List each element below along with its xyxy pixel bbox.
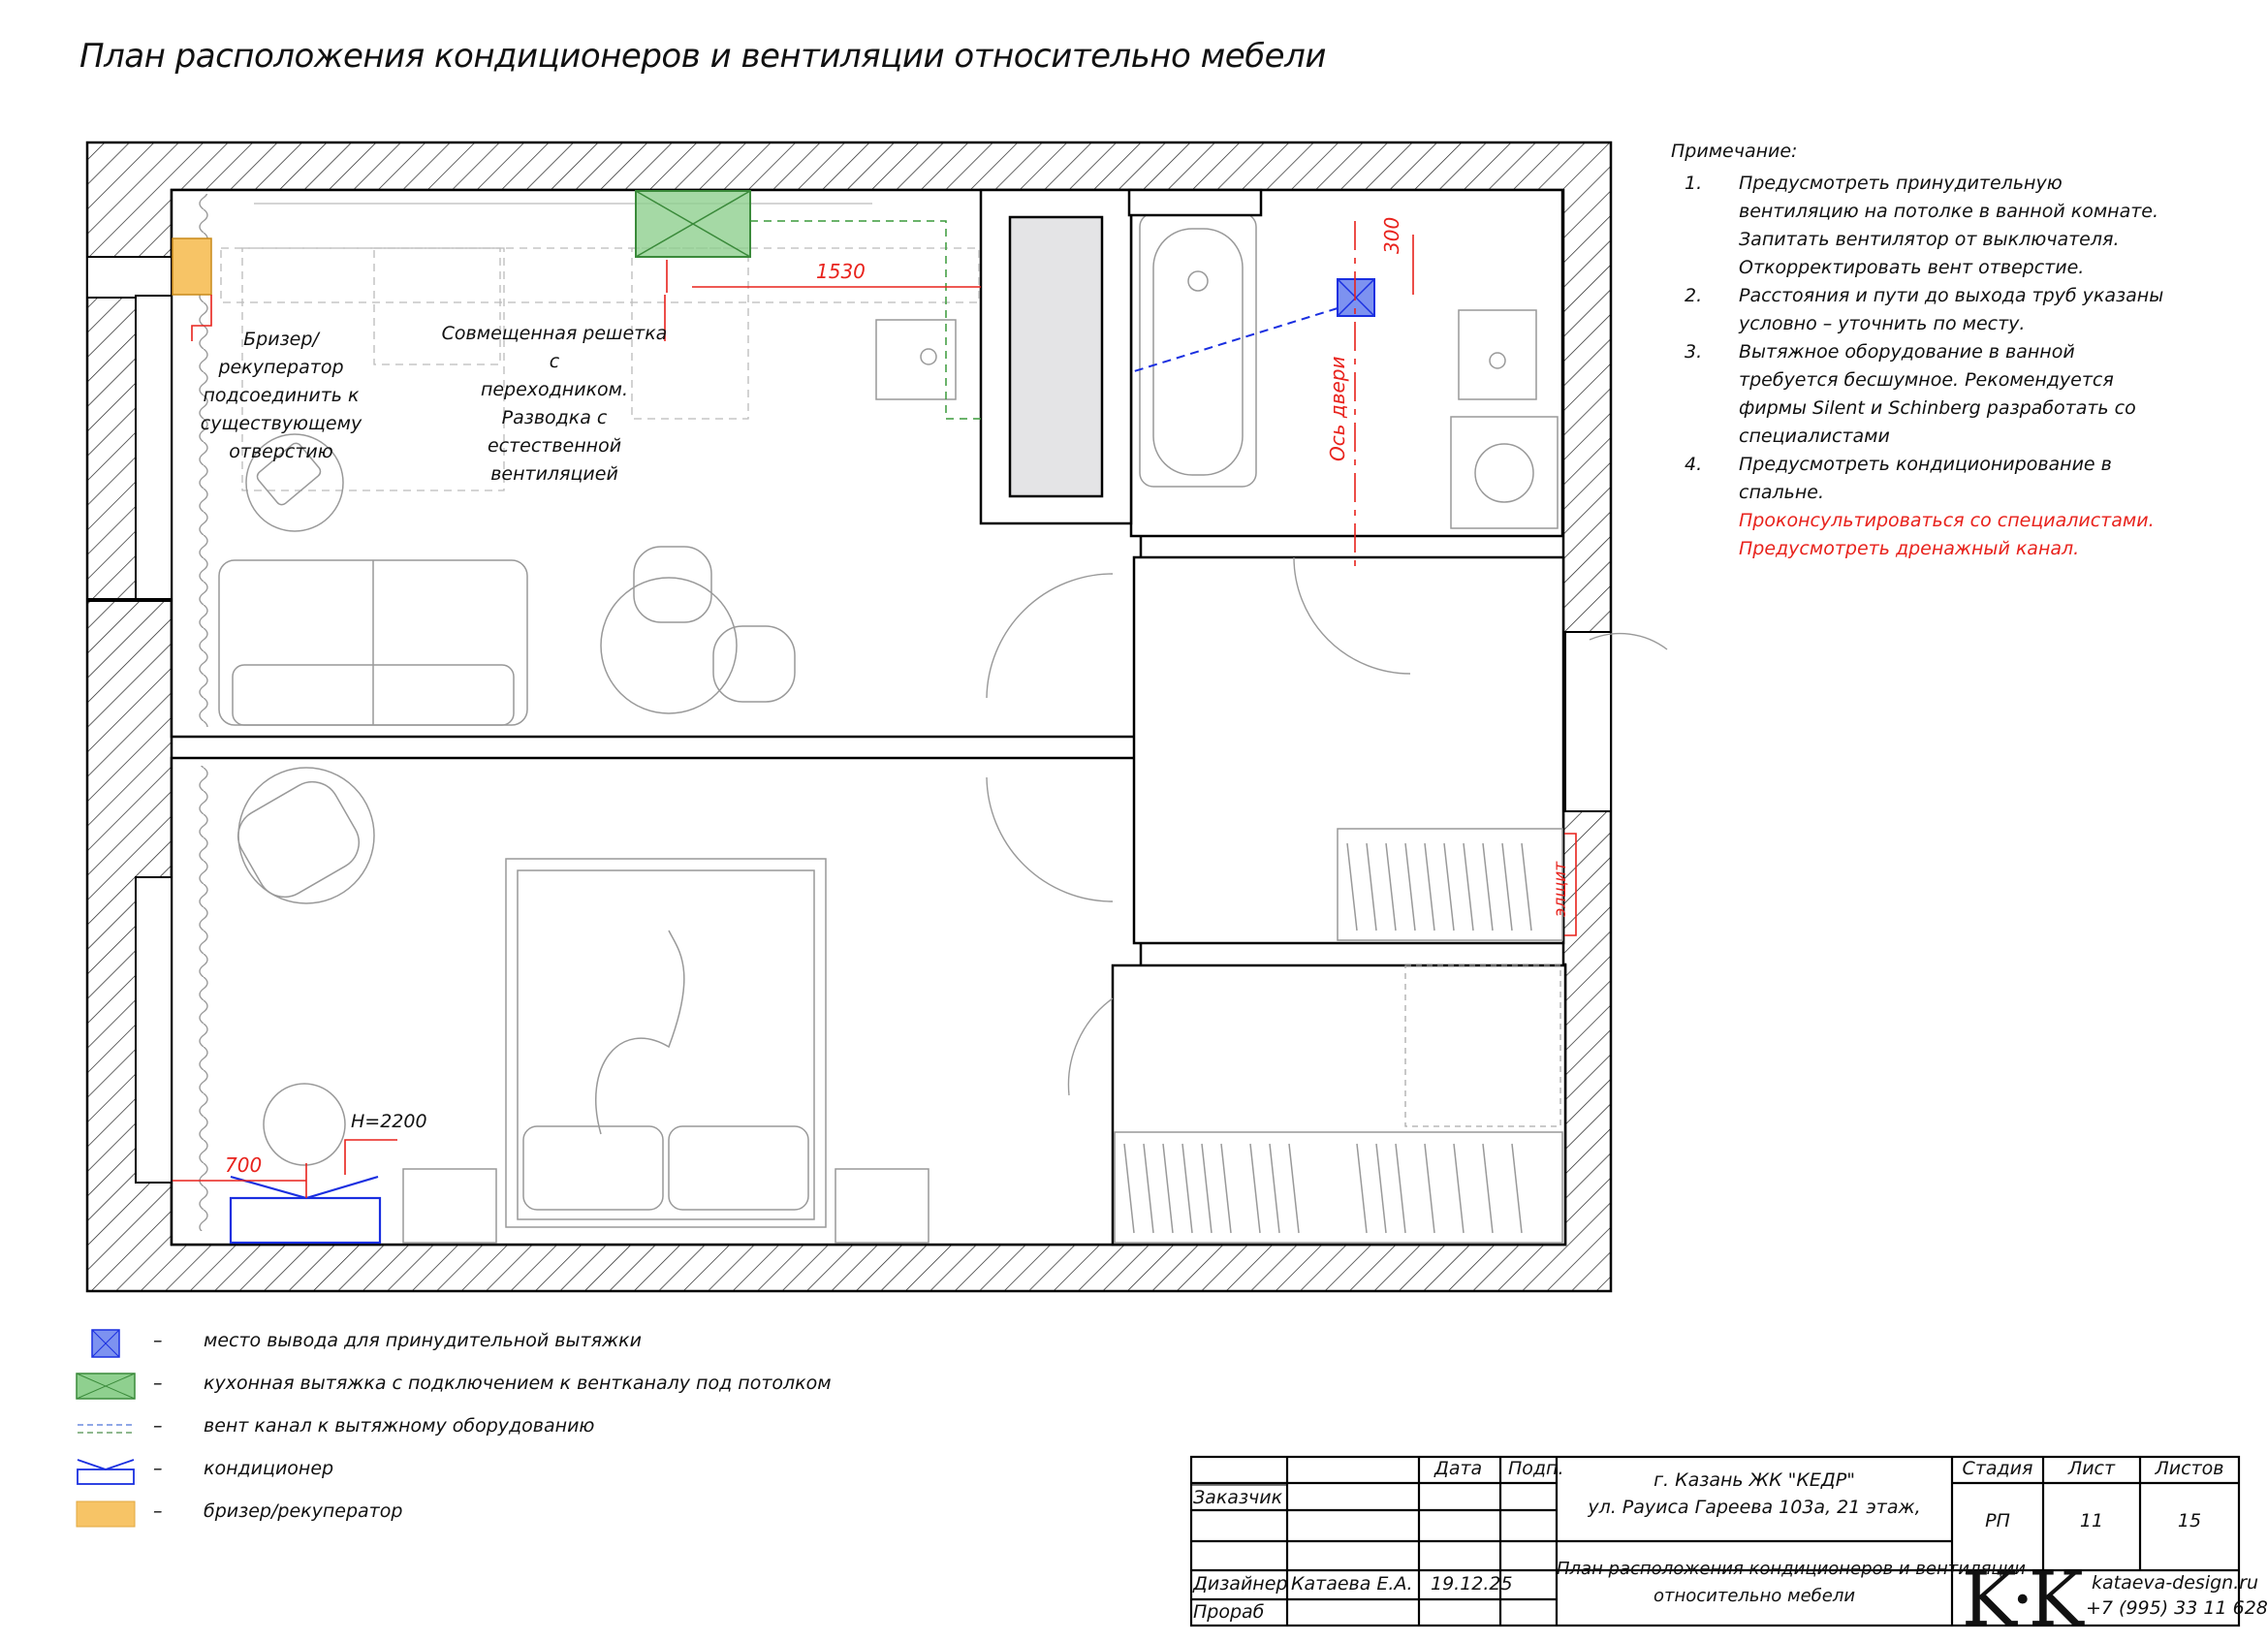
- note-item: 4. Предусмотреть кондиционирование в спальне. Проконсультироваться со специалистами. Предусмотреть дренажный канал.: [1671, 451, 2175, 563]
- electric-shield-label: элщит: [1551, 861, 1570, 917]
- label-grille: Совмещенная решетка с переходником. Разводка с естественной вентиляцией: [441, 323, 668, 485]
- note-item: 3. Вытяжное оборудование в ванной требуется бесшумное. Рекомендуется фирмы Silent и Schinberg разработать со специалистами: [1685, 341, 2136, 447]
- col-date: Дата: [1434, 1458, 1483, 1479]
- bath-shelf: [1129, 190, 1261, 215]
- rooms: [172, 190, 1565, 1245]
- ac-height: H=2200: [351, 1111, 427, 1132]
- address-line-1: г. Казань ЖК "КЕДР": [1654, 1469, 1855, 1491]
- stage-label: Стадия: [1962, 1458, 2033, 1479]
- hallway: [1134, 557, 1563, 943]
- kitchen-hood: [636, 191, 750, 257]
- sheets-value: 15: [2177, 1510, 2202, 1531]
- note-warning: Проконсультироваться со специалистами.: [1739, 510, 2155, 531]
- wardrobe-room: [1113, 965, 1565, 1245]
- designer-name: Катаева Е.А.: [1291, 1573, 1413, 1595]
- note-item: 1. Предусмотреть принудительную вентиляцию на потолке в ванной комнате. Запитать вентилятор от выключателя. Откорректировать вент отверстие.: [1685, 173, 2159, 278]
- designer-label: Дизайнер: [1193, 1573, 1288, 1595]
- notes-list: [1671, 170, 2175, 563]
- sheet-label: Лист: [2067, 1458, 2116, 1479]
- exhaust-outlet: [1338, 279, 1374, 316]
- address-line-2: ул. Рауиса Гареева 103а, 21 этаж,: [1588, 1497, 1921, 1518]
- dimension-700: 700: [225, 1153, 263, 1177]
- notes-block: [1671, 138, 2175, 563]
- fridge: [1010, 217, 1102, 496]
- drawing-title: План расположения кондиционеров и вентиляции относительно мебели: [79, 37, 1326, 76]
- designer-date: 19.12.25: [1431, 1573, 1513, 1595]
- note-item: 2. Расстояния и пути до выхода труб указаны условно – уточнить по месту.: [1685, 285, 2164, 334]
- foreman-label: Прораб: [1193, 1601, 1265, 1623]
- studio-phone: +7 (995) 33 11 628: [2086, 1597, 2268, 1619]
- drawing-sheet: План расположения кондиционеров и вентиляции относительно мебели Бризер/рекуператор подсоединить к существующему отверстию Совмещенная решетка с переходником. Разводка с естественной вентиляцией 1530 300 700 H=2200 Ось двери элщит Примечание: 1. Предусмотреть принудительную вентиляцию на потолке в ванной комнате. Запитать вентилятор от выключателя. Откорректировать вент отверстие. 2. Расстояния и пути до выхода труб указаны условно – уточнить по месту. 3. Вытяжное оборудование в ванной требуется бесшумное. Рекомендуется фирмы Silent и Schinberg разработать со специалистами 4. Предусмотреть кондиционирование в спальне. Проконсультироваться со специалистами. Предусмотреть дренажный канал. – место вывода для принудительной вытяжки – кухонная вытяжка с подключением к вентканалу под потолком – вент канал к вытяжному оборудованию – кондиционер – бризер/рекуператор Дата Подп. Заказчик Дизайнер Катаева Е.А. 19.12.25 Прораб г. Казань ЖК "КЕДР" ул. Рауиса Гареева 103а, 21 этаж, План расположения кондиционеров и вентиляции относительно мебели Стадия Лист Листов РП 11 15 K·K kataeva-design.ru +7 (995) 33 11 628: [0, 0, 2239, 1625]
- breezer-unit: [173, 238, 211, 295]
- sheet-title-line-1: План расположения кондиционеров и вентиляции: [1557, 1559, 2026, 1579]
- kitchen-hood-icon: [76, 1373, 136, 1400]
- bedroom: [172, 758, 1141, 1245]
- breezer-icon: [76, 1500, 136, 1528]
- note-warning: Предусмотреть дренажный канал.: [1739, 538, 2080, 559]
- door-axis-label: Ось двери: [1326, 356, 1349, 461]
- curtain-bedroom: [194, 766, 215, 1231]
- studio-logo: K·K: [1962, 1556, 2078, 1642]
- air-conditioner-icon: [76, 1458, 136, 1485]
- label-breezer: Бризер/рекуператор подсоединить к существующему отверстию: [200, 329, 362, 462]
- col-sign: Подп.: [1508, 1458, 1564, 1479]
- sheet-value: 11: [2079, 1510, 2104, 1531]
- studio-site: kataeva-design.ru: [2092, 1572, 2259, 1594]
- customer-label: Заказчик: [1193, 1487, 1283, 1508]
- exhaust-outlet-icon: [76, 1330, 136, 1357]
- notes-heading: Примечание:: [1671, 141, 1798, 162]
- sheet-title-line-2: относительно мебели: [1653, 1586, 1856, 1606]
- stage-value: РП: [1985, 1510, 2010, 1531]
- dimension-1530: 1530: [816, 260, 866, 283]
- vent-duct-icon: [76, 1415, 136, 1442]
- title-block: [1190, 1456, 2268, 1642]
- sheets-label: Листов: [2155, 1458, 2224, 1479]
- dimension-300: 300: [1380, 216, 1403, 254]
